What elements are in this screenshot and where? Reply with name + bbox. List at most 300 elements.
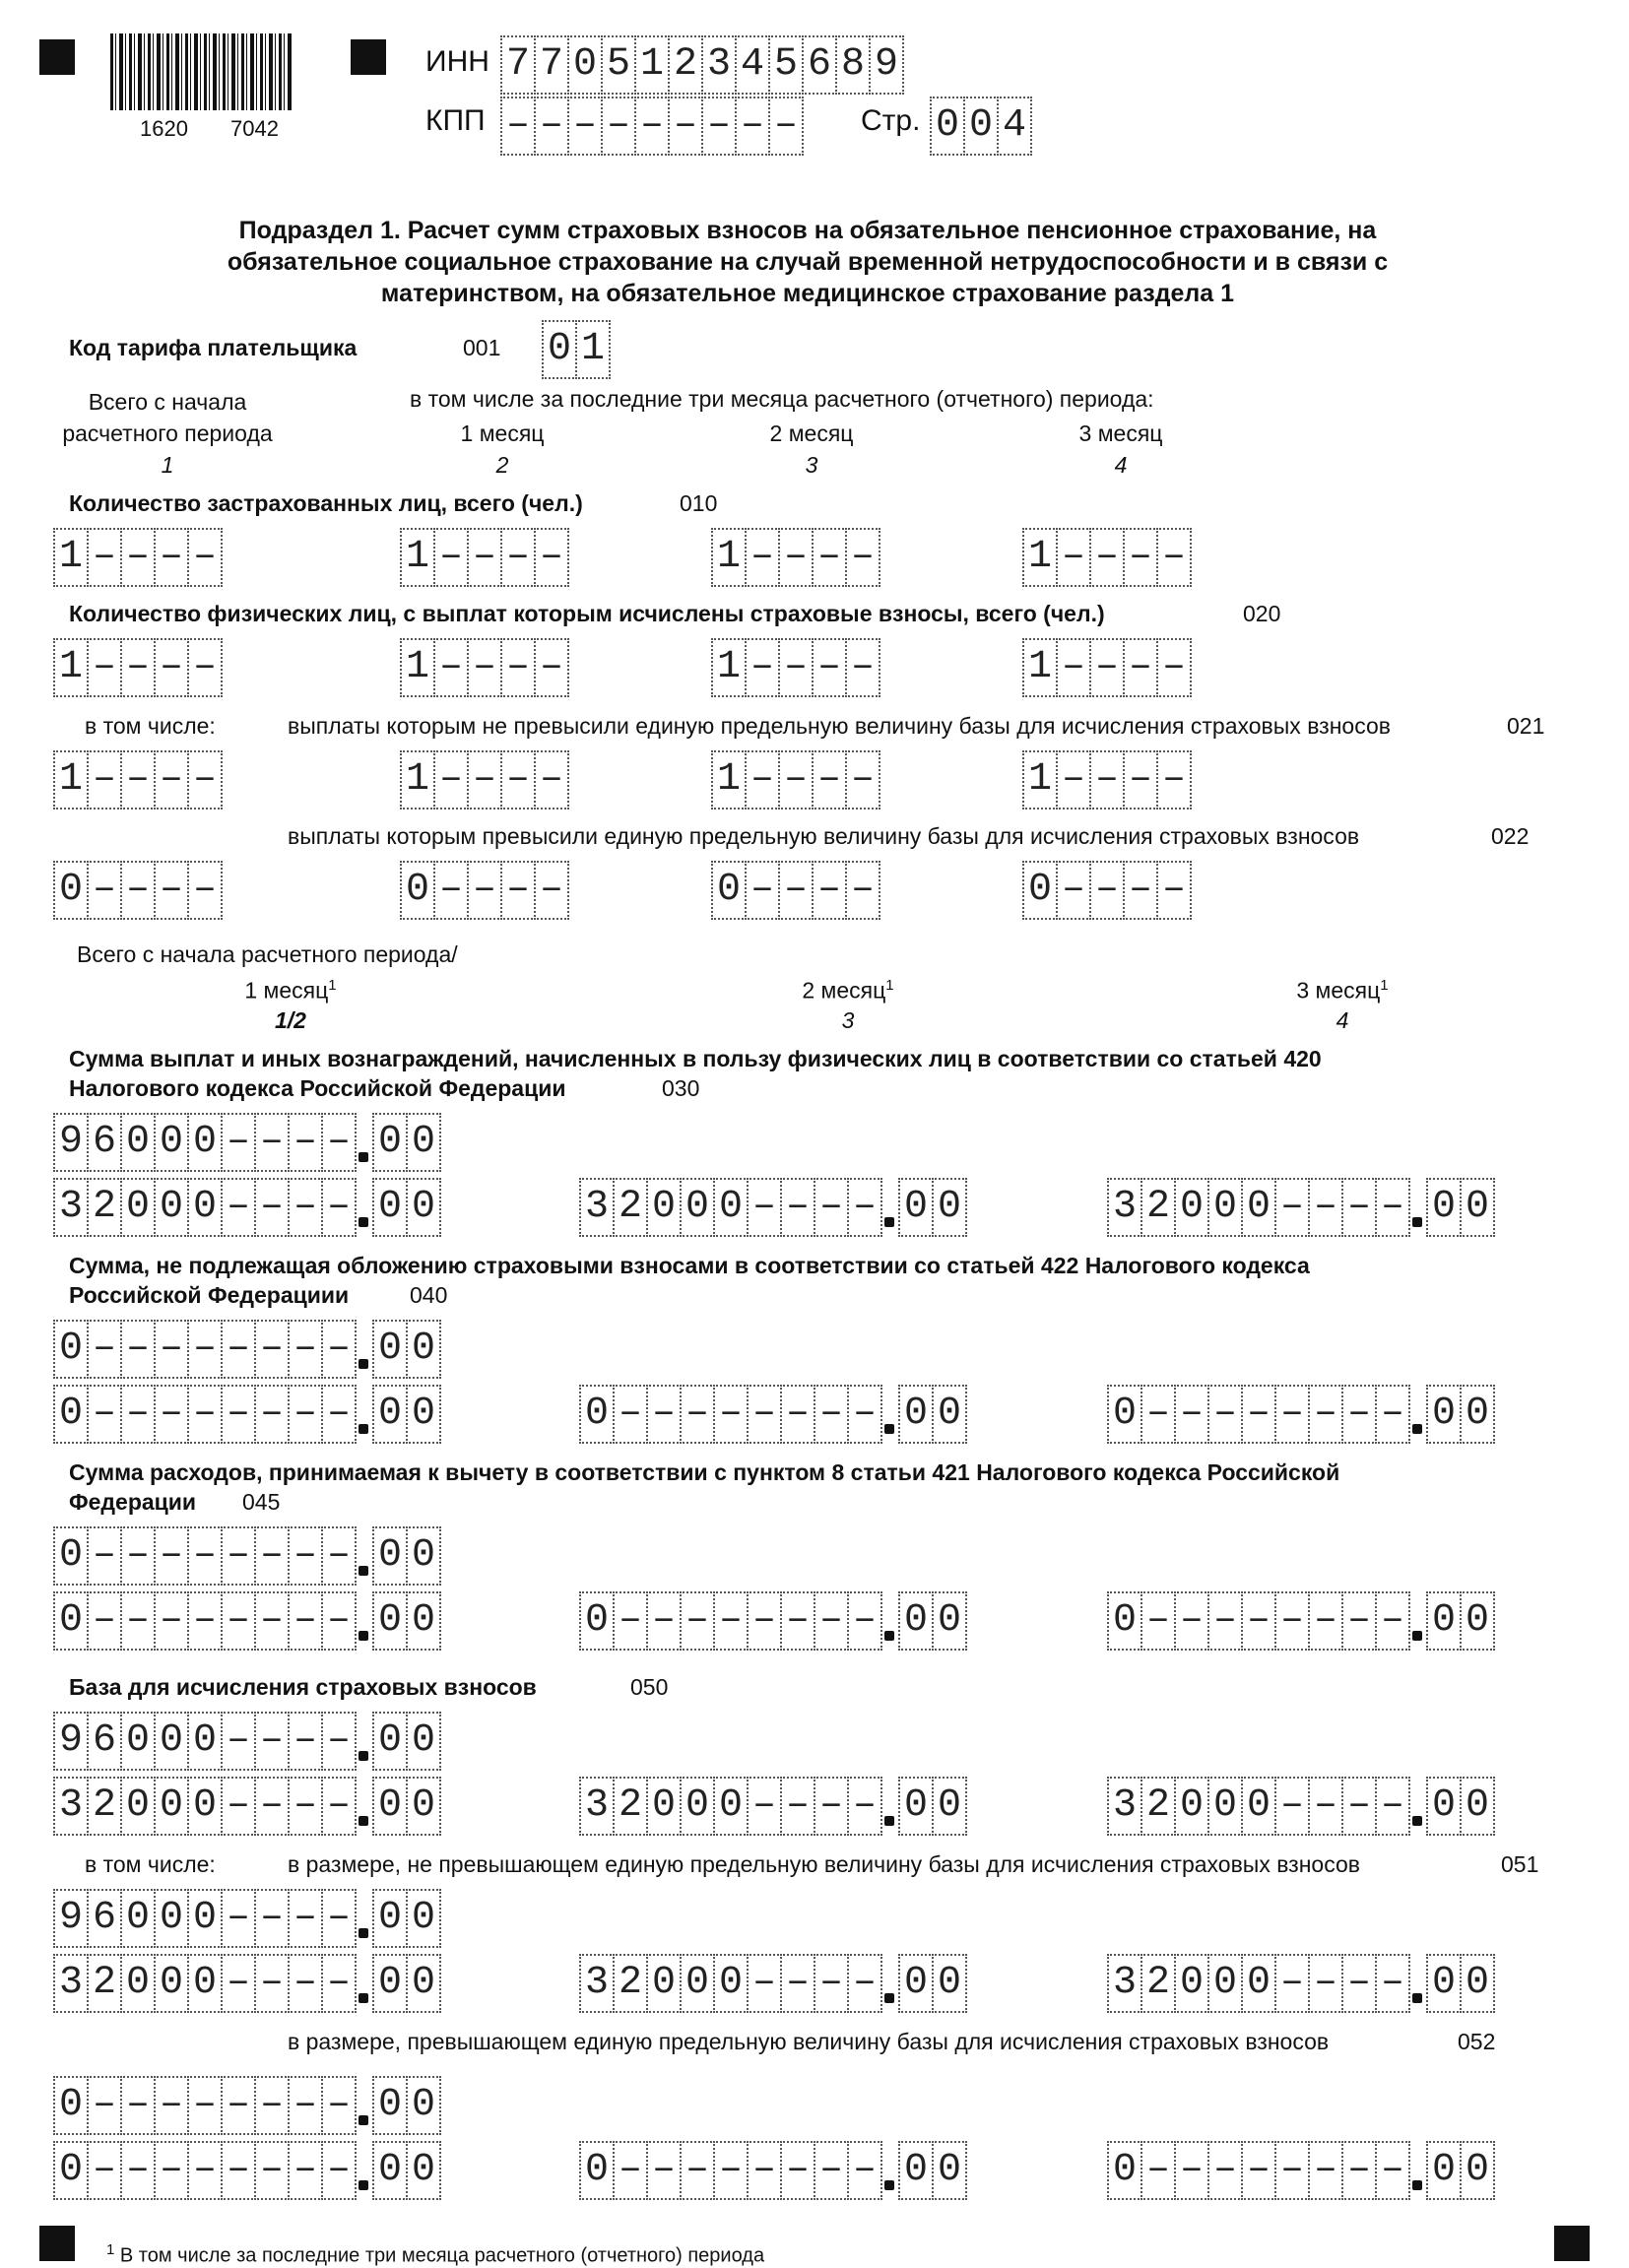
kpp-field[interactable] — [500, 97, 802, 154]
digit-cell: – — [713, 1385, 749, 1444]
digit-cell: 0 — [372, 2076, 408, 2135]
row-040-month3-field[interactable] — [1107, 1385, 1493, 1442]
digit-cell: 0 — [154, 1712, 189, 1771]
digit-cell: – — [745, 638, 780, 697]
digit-cell: 0 — [713, 1178, 749, 1237]
digit-cell: – — [254, 1526, 290, 1586]
digit-cell: – — [187, 1320, 223, 1379]
digit-cell: – — [254, 1178, 290, 1237]
decimal-point — [1408, 1385, 1426, 1440]
digit-cell: – — [1241, 1591, 1276, 1651]
digit-cell: 0 — [1022, 861, 1058, 920]
digit-cell: 0 — [120, 1954, 156, 2013]
row-040-month2-field[interactable] — [579, 1385, 965, 1442]
digit-cell: 0 — [932, 1591, 967, 1651]
footnote-mark: 1 — [106, 2241, 115, 2258]
digit-cell: – — [534, 861, 569, 920]
digit-cell: – — [1156, 528, 1192, 587]
digit-cell: 0 — [120, 1113, 156, 1172]
col-month2-header: 2 месяц 3 — [769, 421, 854, 478]
digit-cell: 3 — [1107, 1777, 1142, 1836]
digit-cell: – — [120, 638, 156, 697]
digit-cell: 2 — [613, 1954, 648, 2013]
digit-cell: – — [1056, 861, 1091, 920]
row-045-month1-field[interactable] — [53, 1591, 439, 1649]
digit-cell: – — [1089, 750, 1125, 810]
decimal-point — [1408, 1954, 1426, 2009]
digit-cell: 0 — [579, 2141, 615, 2200]
digit-cell: – — [1308, 1591, 1343, 1651]
row-021-field-4[interactable] — [1022, 750, 1190, 808]
digit-cell: 0 — [120, 1712, 156, 1771]
digit-cell: 0 — [406, 1320, 441, 1379]
digit-cell: – — [1174, 1385, 1209, 1444]
digit-cell: 0 — [1460, 2141, 1495, 2200]
digit-cell: – — [778, 861, 814, 920]
digit-cell: 0 — [932, 1954, 967, 2013]
digit-cell: – — [221, 2076, 256, 2135]
row-021-field-1[interactable] — [53, 750, 221, 808]
digit-cell: – — [120, 750, 156, 810]
digit-cell: – — [1308, 1178, 1343, 1237]
digit-cell: 0 — [406, 2076, 441, 2135]
digit-cell: – — [780, 1591, 815, 1651]
row-045-total-field[interactable] — [53, 1526, 439, 1584]
digit-cell: 0 — [187, 1113, 223, 1172]
row-051-total-field[interactable] — [53, 1889, 439, 1946]
digit-cell: 3 — [579, 1954, 615, 2013]
row-045-label-1: Сумма расходов, принимаемая к вычету в соответствии с пунктом 8 статьи 421 Налогового кодекса Российской — [69, 1459, 1340, 1485]
digit-cell: – — [467, 638, 502, 697]
row-030-total-field[interactable] — [53, 1113, 439, 1170]
digit-cell: – — [288, 1526, 323, 1586]
row-030-month1-field[interactable] — [53, 1178, 439, 1235]
digit-cell: 1 — [400, 638, 435, 697]
digit-cell: 1 — [53, 638, 89, 697]
digit-cell: – — [288, 1591, 323, 1651]
row-010-field-1[interactable] — [53, 528, 221, 585]
digit-cell: – — [1056, 528, 1091, 587]
digit-cell: 7 — [534, 35, 569, 95]
row-010-field-2[interactable] — [400, 528, 567, 585]
row-022-field-3[interactable] — [711, 861, 879, 918]
tariff-code: 001 — [463, 335, 501, 360]
digit-cell: – — [1274, 1954, 1310, 2013]
digit-cell: – — [154, 750, 189, 810]
digit-cell: – — [1341, 2141, 1377, 2200]
digit-cell: – — [845, 861, 880, 920]
digit-cell: – — [288, 1889, 323, 1948]
digit-cell: – — [613, 1591, 648, 1651]
digit-cell: – — [321, 1178, 357, 1237]
digit-cell: 2 — [668, 35, 703, 95]
digit-cell: 0 — [53, 1320, 89, 1379]
digit-cell: 0 — [400, 861, 435, 920]
decimal-point — [355, 1954, 372, 2009]
digit-cell: – — [154, 1320, 189, 1379]
digit-cell: – — [288, 1385, 323, 1444]
digit-cell: – — [221, 1178, 256, 1237]
row-022-field-1[interactable] — [53, 861, 221, 918]
row-052-month3-field[interactable] — [1107, 2141, 1493, 2198]
digit-cell: 0 — [1107, 1385, 1142, 1444]
digit-cell: – — [467, 750, 502, 810]
digit-cell: 0 — [406, 1954, 441, 2013]
digit-cell: – — [668, 97, 703, 156]
row-020-code: 020 — [1243, 601, 1281, 626]
row-021-label: выплаты которым не превысили единую предельную величину базы для исчисления страховых взносов — [288, 713, 1391, 739]
digit-cell: – — [745, 528, 780, 587]
digit-cell: – — [221, 1889, 256, 1948]
row-052-total-field[interactable] — [53, 2076, 439, 2133]
digit-cell: – — [812, 638, 847, 697]
decimal-point — [1408, 1591, 1426, 1647]
digit-cell: – — [814, 1178, 849, 1237]
digit-cell: – — [1241, 1385, 1276, 1444]
digit-cell: – — [87, 1591, 122, 1651]
row-051-label: в размере, не превышающем единую предельную величину базы для исчисления страховых взносов — [288, 1851, 1360, 1877]
digit-cell: – — [713, 1591, 749, 1651]
digit-cell: 1 — [400, 528, 435, 587]
digit-cell: 0 — [372, 1385, 408, 1444]
row-021-field-3[interactable] — [711, 750, 879, 808]
digit-cell: 0 — [53, 861, 89, 920]
page-number-field[interactable] — [930, 97, 1030, 154]
barcode-number-left: 1620 — [140, 116, 188, 141]
row-021-prefix: в том числе: — [85, 713, 216, 739]
row-020-field-2[interactable] — [400, 638, 567, 695]
digit-cell: – — [1156, 750, 1192, 810]
row-051-month3-field[interactable] — [1107, 1954, 1493, 2011]
row-030-label-2: Налогового кодекса Российской Федерации — [69, 1075, 566, 1101]
digit-cell: – — [812, 750, 847, 810]
col2-total-header: Всего с начала расчетного периода/ — [77, 941, 458, 967]
col2-month2-header: 2 месяц$^1$ 3 — [802, 977, 894, 1033]
row-051-month2-field[interactable] — [579, 1954, 965, 2011]
digit-cell: 0 — [932, 1777, 967, 1836]
digit-cell: – — [814, 1777, 849, 1836]
digit-cell: 7 — [500, 35, 536, 95]
row-022-field-2[interactable] — [400, 861, 567, 918]
digit-cell: – — [701, 97, 737, 156]
digit-cell: – — [87, 1320, 122, 1379]
row-045-code: 045 — [242, 1489, 281, 1515]
row-010-field-3[interactable] — [711, 528, 879, 585]
digit-cell: 0 — [680, 1178, 715, 1237]
digit-cell: – — [87, 528, 122, 587]
digit-cell: – — [1156, 861, 1192, 920]
digit-cell: – — [534, 97, 569, 156]
digit-cell: – — [154, 1591, 189, 1651]
digit-cell: 0 — [1207, 1954, 1243, 2013]
digit-cell: 5 — [768, 35, 804, 95]
row-050-month1-field[interactable] — [53, 1777, 439, 1834]
row-030-month3-field[interactable] — [1107, 1178, 1493, 1235]
row-040-label-1: Сумма, не подлежащая обложению страховыми взносами в соответствии со статьей 422 Налогового кодекса — [69, 1253, 1310, 1278]
decimal-point — [355, 2076, 372, 2131]
digit-cell: 0 — [372, 2141, 408, 2200]
digit-cell: – — [1241, 2141, 1276, 2200]
page-title: Подраздел 1. Расчет сумм страховых взносов на обязательное пенсионное страхование, на обязательное социальное страхование на случай временной нетрудоспособности и в связи с материнством, на обязательное медицинское страхование раздела 1 — [227, 217, 1389, 307]
row-020-field-3[interactable] — [711, 638, 879, 695]
digit-cell: – — [1274, 2141, 1310, 2200]
digit-cell: 1 — [53, 528, 89, 587]
digit-cell: 0 — [898, 1777, 934, 1836]
row-045-label-2: Федерации — [69, 1489, 197, 1515]
digit-cell: 0 — [1426, 1591, 1462, 1651]
digit-cell: – — [288, 1178, 323, 1237]
digit-cell: 0 — [406, 1526, 441, 1586]
digit-cell: 0 — [406, 1712, 441, 1771]
row-050-label: База для исчисления страховых взносов — [69, 1674, 537, 1700]
digit-cell: 0 — [1426, 2141, 1462, 2200]
digit-cell: – — [1375, 1178, 1410, 1237]
digit-cell: 0 — [1174, 1178, 1209, 1237]
digit-cell: 0 — [1107, 2141, 1142, 2200]
digit-cell: – — [120, 1526, 156, 1586]
corner-marker-bottom-left — [39, 2226, 75, 2261]
row-021-code: 021 — [1507, 713, 1545, 739]
digit-cell: – — [1156, 638, 1192, 697]
digit-cell: 0 — [406, 1385, 441, 1444]
row-052-month2-field[interactable] — [579, 2141, 965, 2198]
digit-cell: 0 — [898, 1385, 934, 1444]
digit-cell: – — [814, 1385, 849, 1444]
corner-marker-top-left — [39, 39, 75, 75]
digit-cell: 3 — [1107, 1178, 1142, 1237]
row-022-label: выплаты которым превысили единую предельную величину базы для исчисления страховых взносов — [288, 823, 1360, 849]
row-045-month2-field[interactable] — [579, 1591, 965, 1649]
row-051-month1-field[interactable] — [53, 1954, 439, 2011]
digit-cell: – — [814, 1591, 849, 1651]
digit-cell: – — [87, 1526, 122, 1586]
row-052-label: в размере, превышающем единую предельную величину базы для исчисления страховых взносов — [288, 2029, 1330, 2054]
digit-cell: – — [321, 1889, 357, 1948]
row-021-field-2[interactable] — [400, 750, 567, 808]
digit-cell: – — [187, 2076, 223, 2135]
digit-cell: – — [680, 1385, 715, 1444]
digit-cell: 0 — [1426, 1178, 1462, 1237]
digit-cell: – — [288, 1712, 323, 1771]
digit-cell: – — [1308, 1954, 1343, 2013]
digit-cell: – — [467, 861, 502, 920]
digit-cell: – — [154, 638, 189, 697]
digit-cell: 3 — [1107, 1954, 1142, 2013]
digit-cell: – — [1375, 2141, 1410, 2200]
row-030-month2-field[interactable] — [579, 1178, 965, 1235]
digit-cell: 0 — [53, 1385, 89, 1444]
digit-cell: 1 — [400, 750, 435, 810]
digit-cell: – — [254, 2076, 290, 2135]
digit-cell: 6 — [802, 35, 837, 95]
digit-cell: – — [1123, 750, 1158, 810]
row-051-code: 051 — [1501, 1851, 1539, 1877]
row-022-code: 022 — [1491, 823, 1530, 849]
digit-cell: – — [613, 1385, 648, 1444]
inn-field[interactable] — [500, 35, 902, 93]
digit-cell: 0 — [372, 1954, 408, 2013]
digit-cell: 8 — [835, 35, 871, 95]
digit-cell: 0 — [1426, 1777, 1462, 1836]
digit-cell: 0 — [53, 2141, 89, 2200]
row-050-total-field[interactable] — [53, 1712, 439, 1769]
digit-cell: – — [254, 1777, 290, 1836]
digit-cell: – — [120, 2141, 156, 2200]
digit-cell: – — [433, 861, 469, 920]
digit-cell: – — [187, 1385, 223, 1444]
digit-cell: 6 — [87, 1113, 122, 1172]
footnote — [106, 2241, 764, 2268]
digit-cell: 0 — [898, 1591, 934, 1651]
digit-cell: 0 — [1241, 1954, 1276, 2013]
digit-cell: 0 — [1460, 1591, 1495, 1651]
col-month1-header: 1 месяц 2 — [460, 421, 545, 478]
digit-cell: 0 — [372, 1113, 408, 1172]
digit-cell: 9 — [869, 35, 904, 95]
digit-cell: 0 — [713, 1777, 749, 1836]
digit-cell: – — [1174, 2141, 1209, 2200]
digit-cell: 0 — [406, 2141, 441, 2200]
row-045-month3-field[interactable] — [1107, 1591, 1493, 1649]
digit-cell: 0 — [963, 97, 999, 156]
digit-cell: – — [87, 861, 122, 920]
digit-cell: 0 — [187, 1712, 223, 1771]
decimal-point — [880, 1591, 898, 1647]
row-040-total-field[interactable] — [53, 1320, 439, 1377]
digit-cell: – — [467, 528, 502, 587]
row-050-month2-field[interactable] — [579, 1777, 965, 1834]
digit-cell: 3 — [579, 1777, 615, 1836]
col-total-header: Всего с начала расчетного периода 1 — [62, 389, 273, 478]
digit-cell: – — [1123, 528, 1158, 587]
digit-cell: – — [1123, 638, 1158, 697]
digit-cell: – — [500, 97, 536, 156]
digit-cell: – — [154, 2076, 189, 2135]
digit-cell: 6 — [87, 1889, 122, 1948]
digit-cell: – — [154, 1385, 189, 1444]
row-022-field-4[interactable] — [1022, 861, 1190, 918]
digit-cell: 6 — [87, 1712, 122, 1771]
digit-cell: 0 — [372, 1777, 408, 1836]
row-052-month1-field[interactable] — [53, 2141, 439, 2198]
digit-cell: 0 — [120, 1777, 156, 1836]
digit-cell: – — [87, 750, 122, 810]
digit-cell: – — [254, 1889, 290, 1948]
digit-cell: – — [780, 2141, 815, 2200]
digit-cell: – — [1341, 1591, 1377, 1651]
digit-cell: – — [321, 1320, 357, 1379]
digit-cell: – — [847, 1954, 882, 2013]
row-040-month1-field[interactable] — [53, 1385, 439, 1442]
row-050-month3-field[interactable] — [1107, 1777, 1493, 1834]
digit-cell: – — [845, 528, 880, 587]
digit-cell: – — [1140, 1385, 1176, 1444]
digit-cell: – — [747, 1954, 782, 2013]
decimal-point — [880, 2141, 898, 2196]
row-010-code: 010 — [680, 490, 718, 516]
digit-cell: – — [812, 861, 847, 920]
digit-cell: – — [187, 528, 223, 587]
digit-cell: 1 — [634, 35, 670, 95]
digit-cell: – — [747, 1777, 782, 1836]
digit-cell: 0 — [646, 1954, 682, 2013]
digit-cell: 0 — [932, 1385, 967, 1444]
digit-cell: – — [120, 2076, 156, 2135]
digit-cell: – — [87, 638, 122, 697]
inn-label: ИНН — [425, 45, 489, 78]
digit-cell: – — [1375, 1385, 1410, 1444]
col2-month1-header: 1 месяц$^1$ 1/2 — [244, 977, 337, 1033]
digit-cell: – — [500, 861, 536, 920]
digit-cell: 0 — [567, 35, 603, 95]
digit-cell: – — [745, 861, 780, 920]
digit-cell: 1 — [711, 750, 747, 810]
digit-cell: – — [254, 2141, 290, 2200]
digit-cell: – — [745, 750, 780, 810]
digit-cell: – — [87, 2076, 122, 2135]
digit-cell: – — [778, 638, 814, 697]
row-020-field-4[interactable] — [1022, 638, 1190, 695]
decimal-point — [355, 1385, 372, 1440]
digit-cell: – — [534, 528, 569, 587]
digit-cell: 3 — [701, 35, 737, 95]
digit-cell: – — [780, 1777, 815, 1836]
digit-cell: 0 — [646, 1777, 682, 1836]
row-020-field-1[interactable] — [53, 638, 221, 695]
decimal-point — [355, 1178, 372, 1233]
digit-cell: – — [534, 638, 569, 697]
digit-cell: – — [221, 1591, 256, 1651]
digit-cell: 0 — [120, 1178, 156, 1237]
digit-cell: 0 — [154, 1777, 189, 1836]
digit-cell: 0 — [579, 1591, 615, 1651]
digit-cell: – — [845, 750, 880, 810]
digit-cell: – — [187, 2141, 223, 2200]
digit-cell: – — [1375, 1954, 1410, 2013]
digit-cell: 4 — [997, 97, 1032, 156]
digit-cell: 0 — [1107, 1591, 1142, 1651]
digit-cell: – — [321, 1526, 357, 1586]
digit-cell: – — [221, 1385, 256, 1444]
digit-cell: – — [120, 1385, 156, 1444]
digit-cell: – — [1341, 1777, 1377, 1836]
digit-cell: 9 — [53, 1889, 89, 1948]
tariff-code-field[interactable] — [542, 320, 609, 377]
digit-cell: 2 — [87, 1178, 122, 1237]
digit-cell: 2 — [87, 1954, 122, 2013]
digit-cell: 0 — [53, 1591, 89, 1651]
digit-cell: 0 — [406, 1591, 441, 1651]
decimal-point — [355, 1777, 372, 1832]
digit-cell: 0 — [1426, 1385, 1462, 1444]
decimal-point — [355, 1320, 372, 1375]
digit-cell: – — [646, 2141, 682, 2200]
digit-cell: – — [254, 1712, 290, 1771]
col-incl-header: в том числе за последние три месяца расчетного (отчетного) периода: — [410, 386, 1154, 412]
digit-cell: 0 — [372, 1320, 408, 1379]
digit-cell: – — [1274, 1777, 1310, 1836]
digit-cell: 0 — [1460, 1954, 1495, 2013]
digit-cell: – — [1274, 1591, 1310, 1651]
digit-cell: – — [1207, 2141, 1243, 2200]
digit-cell: 0 — [898, 2141, 934, 2200]
decimal-point — [355, 1712, 372, 1767]
row-010-field-4[interactable] — [1022, 528, 1190, 585]
decimal-point — [880, 1777, 898, 1832]
digit-cell: 0 — [680, 1954, 715, 2013]
row-010-label: Количество застрахованных лиц, всего (чел.) — [69, 490, 583, 516]
digit-cell: – — [321, 1591, 357, 1651]
